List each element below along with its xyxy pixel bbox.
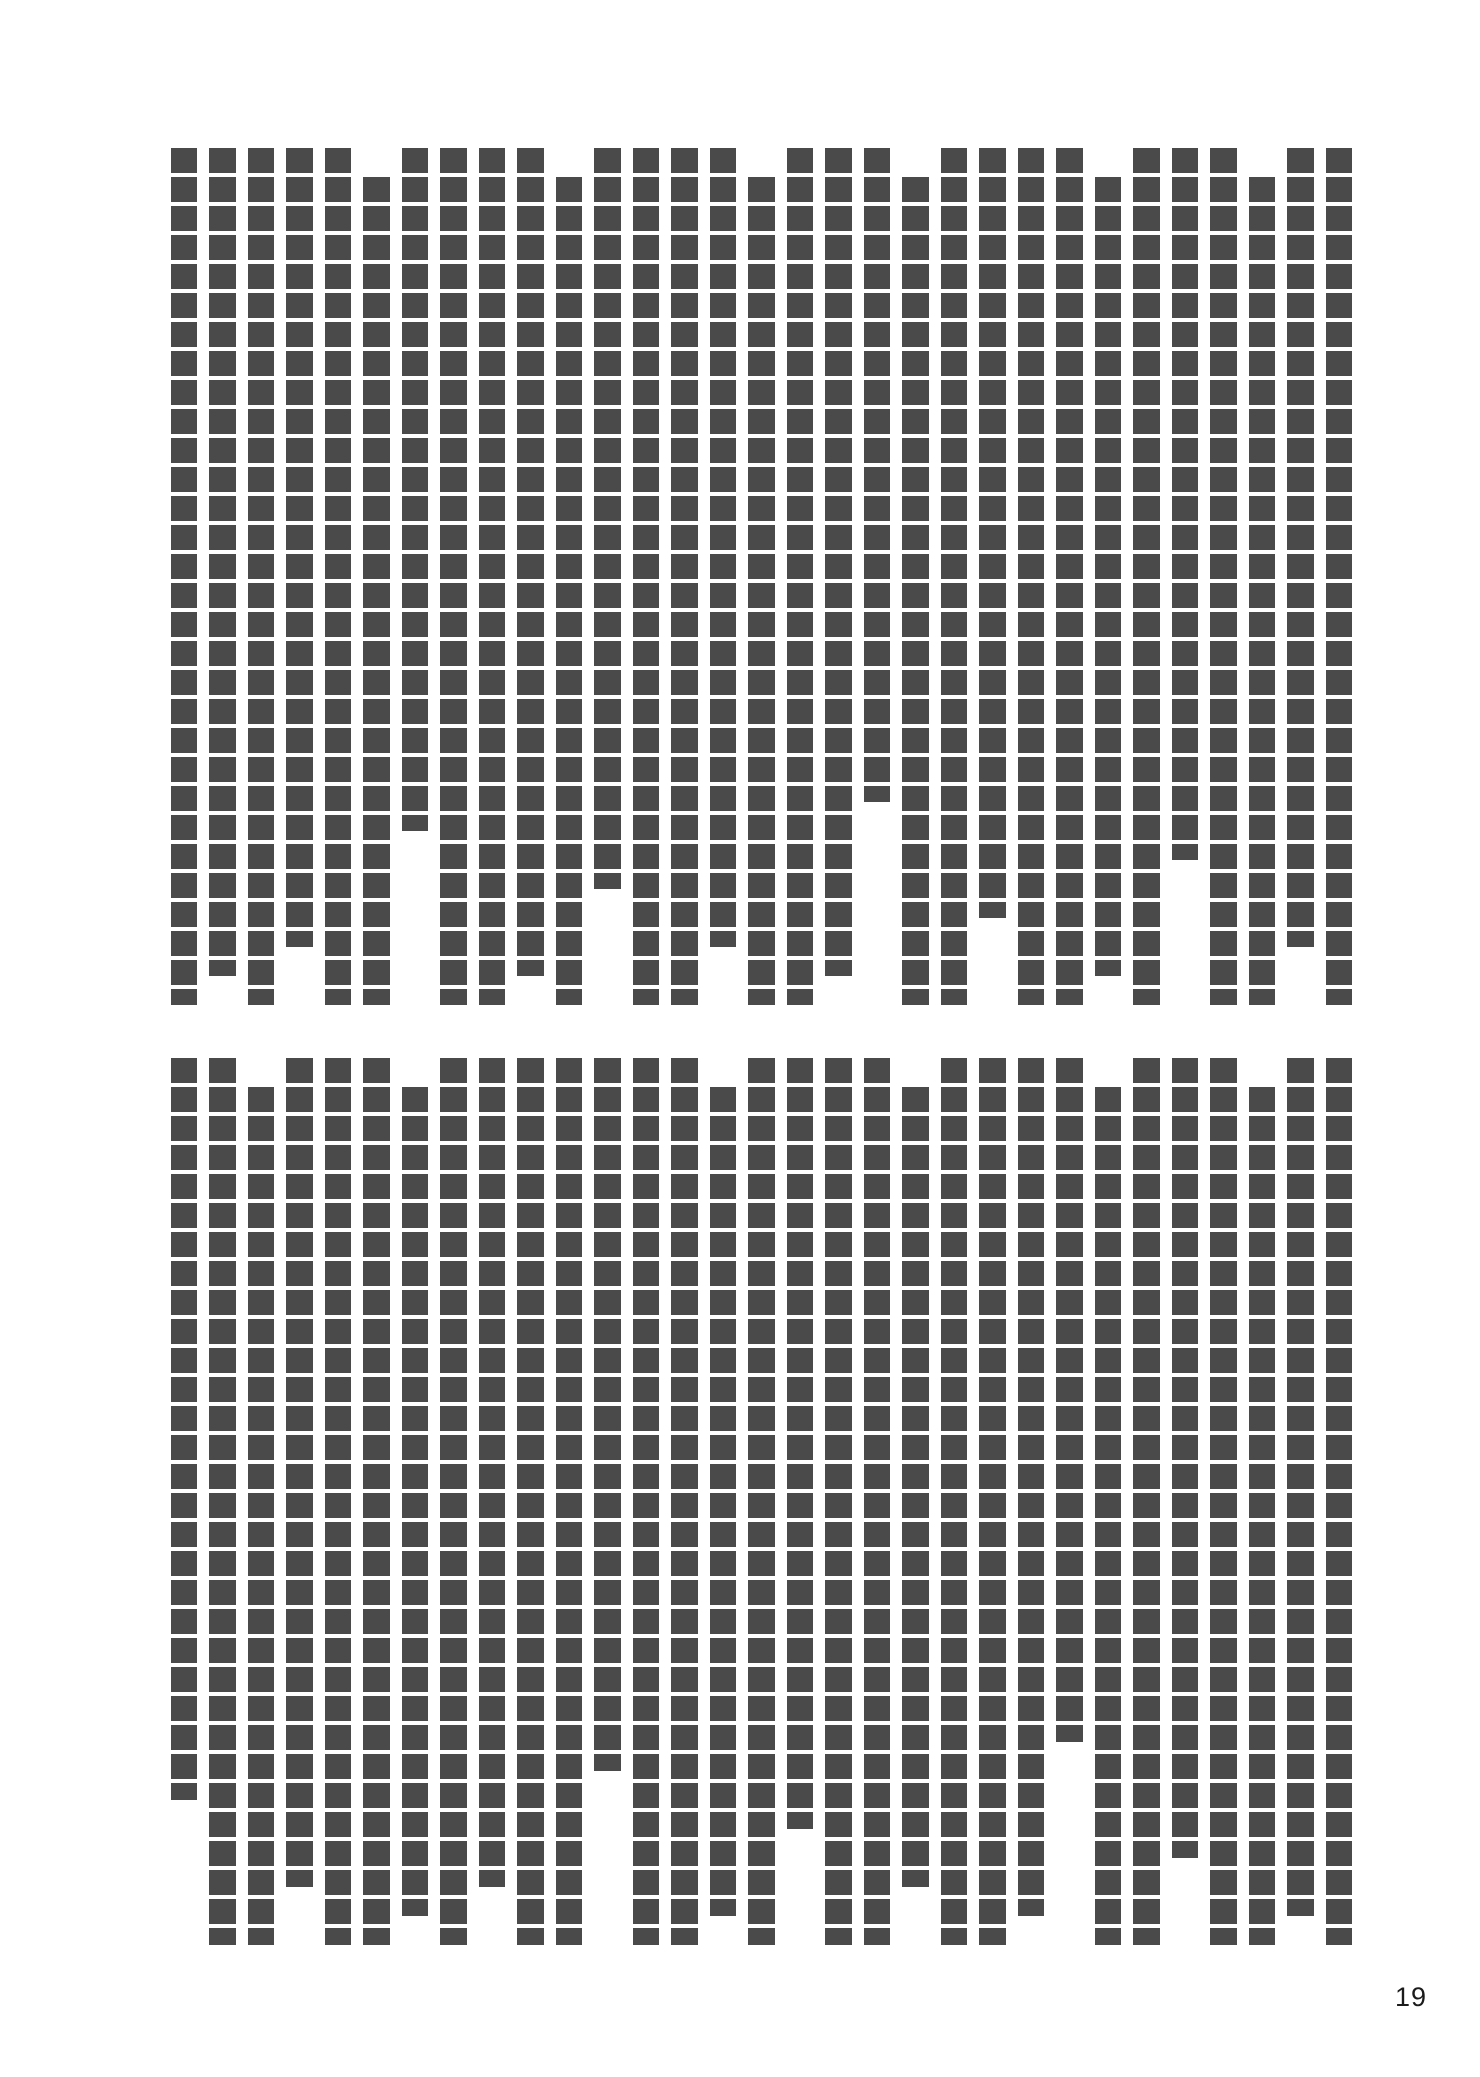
text-column [556, 1058, 583, 1945]
text-column [864, 148, 891, 802]
text-column [941, 148, 968, 1005]
text-column [479, 148, 506, 1005]
text-column [1095, 177, 1122, 976]
text-column [633, 148, 660, 1005]
text-column [1018, 148, 1045, 1005]
text-column [941, 1058, 968, 1945]
text-column [1095, 1087, 1122, 1945]
text-column [710, 1087, 737, 1916]
text-column [1287, 148, 1314, 947]
text-column [440, 148, 467, 1005]
text-column [1018, 1058, 1045, 1916]
text-column [248, 148, 275, 1005]
text-column [825, 1058, 852, 1945]
text-column [402, 1087, 429, 1916]
text-column [748, 177, 775, 1005]
text-column [325, 148, 352, 1005]
text-column [710, 148, 737, 947]
text-column [979, 148, 1006, 918]
text-column [825, 148, 852, 976]
text-column [1287, 1058, 1314, 1916]
text-column [979, 1058, 1006, 1945]
text-column [1249, 177, 1276, 1005]
text-column [363, 177, 390, 1005]
upper-text-block [160, 148, 1352, 1005]
text-column [171, 1058, 198, 1800]
lower-text-block [157, 1058, 1352, 1945]
text-column [787, 148, 814, 1005]
text-column [1210, 1058, 1237, 1945]
text-column [286, 148, 313, 947]
text-column [1172, 1058, 1199, 1858]
text-column [1133, 1058, 1160, 1945]
page-number: 19 [1395, 1982, 1428, 2012]
text-column [1210, 148, 1237, 1005]
text-column [671, 1058, 698, 1945]
text-column [440, 1058, 467, 1945]
text-column [402, 148, 429, 831]
text-column [209, 148, 236, 976]
text-column [594, 148, 621, 889]
text-column [864, 1058, 891, 1945]
text-column [1249, 1087, 1276, 1945]
text-column [1056, 1058, 1083, 1742]
text-column [556, 177, 583, 1005]
text-column [1172, 148, 1199, 860]
text-column [1326, 1058, 1353, 1945]
text-column [517, 1058, 544, 1945]
text-column [479, 1058, 506, 1887]
text-column [517, 148, 544, 976]
text-column [902, 177, 929, 1005]
text-column [248, 1087, 275, 1945]
text-column [325, 1058, 352, 1945]
text-column [671, 148, 698, 1005]
text-column [286, 1058, 313, 1887]
text-column [1133, 148, 1160, 1005]
text-column [902, 1087, 929, 1887]
text-column [633, 1058, 660, 1945]
text-column [787, 1058, 814, 1829]
text-column [594, 1058, 621, 1771]
text-column [171, 148, 198, 1005]
text-column [363, 1058, 390, 1945]
text-column [1326, 148, 1353, 1005]
text-column [209, 1058, 236, 1945]
text-column [748, 1058, 775, 1945]
text-column [1056, 148, 1083, 1005]
